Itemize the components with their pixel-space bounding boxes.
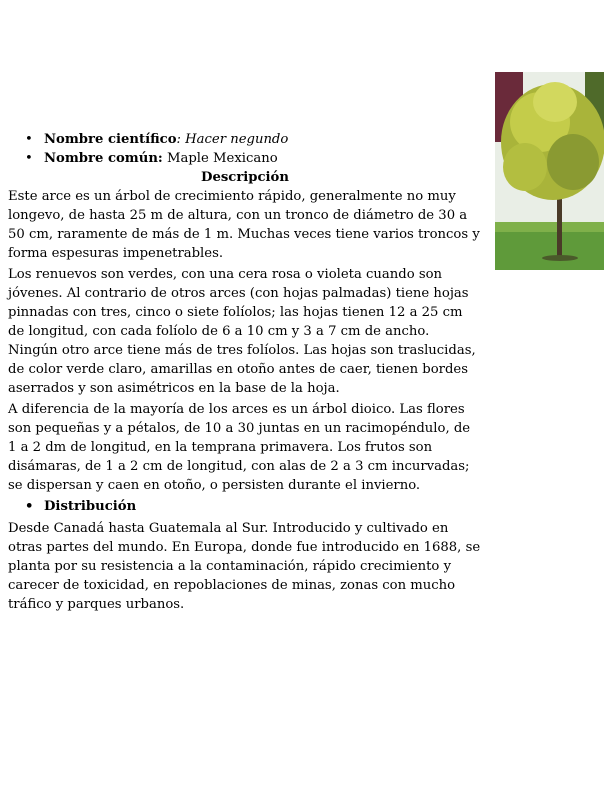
photo-trunk-shadow [542,255,578,261]
distribution-paragraph: Desde Canadá hasta Guatemala al Sur. Introducido y cultivado en otras partes del mundo. En Europa, donde fue introducido en 1688, se planta por su resistencia a la contaminación, rápido crecimiento y carecer de toxicidad, en repoblaciones de minas, zonas con mucho tráfico y parques urbanos. [8,521,481,612]
description-paragraph-1: Este arce es un árbol de crecimiento rápido, generalmente no muy longevo, de hasta 25 m de altura, con un tronco de diámetro de 30 a 50 cm, raramente de más de 1 m. Muchas veces tiene varios troncos y forma espesuras impenetrables. [8,189,480,261]
photo-trunk [557,192,562,258]
distribution-heading: • Distribución [8,497,482,516]
scientific-name-value: Hacer negundo [185,132,289,147]
common-name-item [8,149,482,168]
photo-canopy-lower [503,143,547,191]
photo-canopy-top [533,82,577,122]
taxonomy-list [8,130,482,168]
scientific-name-label: Nombre científico [44,132,177,147]
tree-photo [495,72,604,270]
document-content [8,130,482,616]
photo-canopy-shade [547,134,599,190]
scientific-name-item [8,130,482,149]
description-paragraph-2: Los renuevos son verdes, con una cera rosa o violeta cuando son jóvenes. Al contrario de otros arces (con hojas palmadas) tiene hojas pinnadas con tres, cinco o siete folíolos; las hojas tienen 12 a 25 cm de longitud, con cada folíolo de 6 a 10 cm y 3 a 7 cm de ancho. Ningún otro arce tiene más de tres folíolos. Las hojas son traslucidas, de color verde claro, amarillas en otoño antes de caer, tienen bordes aserrados y son asimétricos en la base de la hoja. [8,267,476,396]
description-heading: Descripción [201,170,289,185]
photo-lawn-highlight [495,222,604,232]
common-name-label: Nombre común: [44,151,163,166]
description-paragraph-3: A diferencia de la mayoría de los arces es un árbol dioico. Las flores son pequeñas y a pétalos, de 10 a 30 juntas en un racimopéndulo, de 1 a 2 dm de longitud, en la temprana primavera. Los frutos son disámaras, de 1 a 2 cm de longitud, con alas de 2 a 3 cm incurvadas; se dispersan y caen en otoño, o persisten durante el invierno. [8,402,471,493]
common-name-value: Maple Mexicano [166,151,278,166]
scientific-name-colon: : [176,132,181,147]
